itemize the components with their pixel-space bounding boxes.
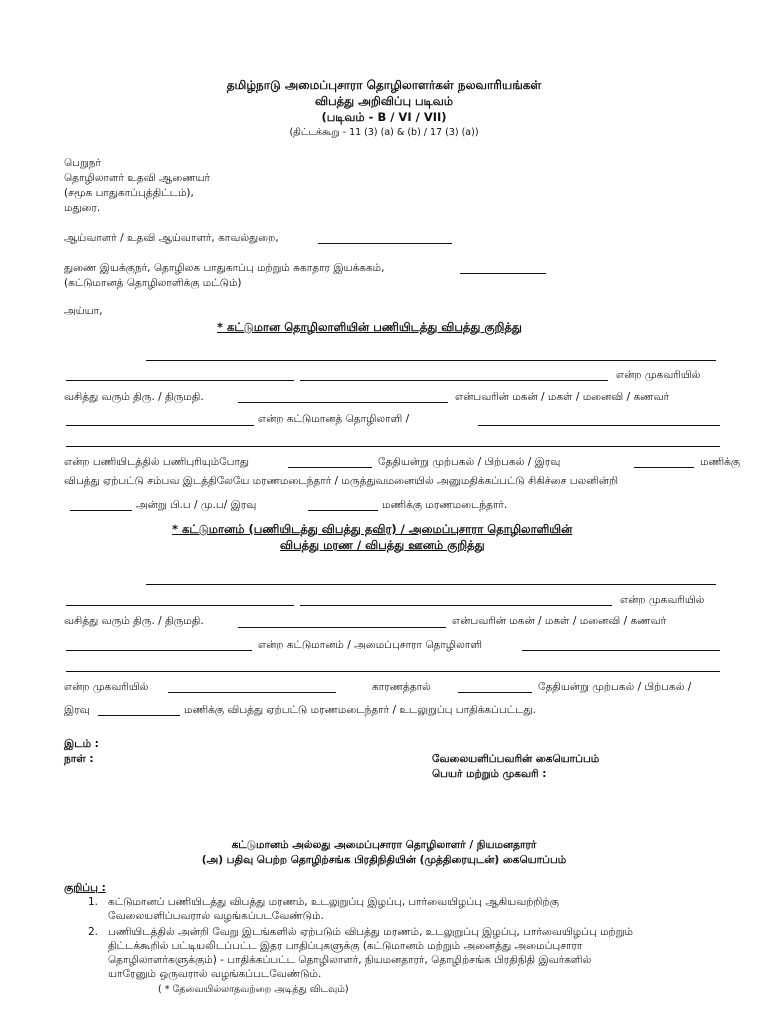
s2-night-label: இரவு — [64, 704, 90, 716]
form-code: (படிவம் - B / VI / VII) — [321, 110, 447, 124]
addressee-designation: தொழிலாளர் உதவி ஆணையர் — [64, 172, 211, 184]
s1-death-label: மணிக்கு மரணமடைந்தார். — [382, 499, 508, 511]
employer-name-address-label: பெயர் மற்றும் முகவரி : — [432, 768, 547, 780]
note1-line1: கட்டுமானப் பணியிடத்து விபத்து மரணம், உடலுறுப்பு இழப்பு, பார்வையிழப்பு ஆகியவற்றிற்கு — [108, 896, 559, 908]
s1-workplace-line[interactable] — [146, 360, 716, 361]
s1-resident-label: வசித்து வரும் திரு. / திருமதி. — [64, 391, 204, 403]
s2-worker-name-field[interactable] — [66, 650, 252, 651]
s1-hour-field[interactable] — [634, 467, 694, 468]
s1-death-date-field[interactable] — [70, 510, 132, 511]
s2-address-line-a[interactable] — [66, 605, 294, 606]
s1-death-hour-field[interactable] — [308, 510, 378, 511]
section1-heading: * கட்டுமான தொழிலாளியின் பணியிடத்து விபத்து குறித்து — [217, 320, 522, 334]
s2-address-line-b[interactable] — [300, 605, 612, 606]
s2-worker-type-label: என்ற கட்டுமானம் / அமைப்புசாரா தொழிலாளி — [258, 639, 482, 651]
s2-relation-label: என்பவரின் மகன் / மகள் / மனைவி / கணவர் — [452, 615, 667, 627]
s1-death-time-label: அன்று பி.ப / மு.ப/ இரவு — [136, 499, 257, 511]
s2-time-of-day-label: தேதியன்று முற்பகல் / பிற்பகல் / — [538, 681, 692, 693]
salutation: அய்யா, — [64, 305, 103, 317]
union-signature-label: (அ) பதிவு பெற்ற தொழிற்சங்க பிரதிநிதியின் (முத்திரையுடன்) கையொப்பம் — [201, 854, 567, 866]
police-inspector-label: ஆய்வாளர் / உதவி ஆய்வாளர், காவல்துறை, — [64, 232, 279, 244]
note2-line3: தொழிலாளர்களுக்கும்) - பாதிக்கப்பட்ட தொழிலாளர், நியமனதாரர், தொழிற்சங்க பிரதிநிதி இவர்களில் — [108, 954, 592, 966]
s1-worker-line-end[interactable] — [478, 425, 720, 426]
note2-line4: யாரேனும் ஒருவரால் வழங்கப்படவேண்டும். — [108, 968, 322, 980]
s2-outcome-text: மணிக்கு விபத்து ஏற்பட்டு மரணமடைந்தார் / உடலுறுப்பு பாதிக்கப்பட்டது. — [184, 704, 536, 716]
s2-address-label-2: என்ற முகவரியில் — [64, 681, 149, 693]
place-label: இடம் : — [64, 738, 99, 750]
worker-signature-label: கட்டுமானம் அல்லது அமைப்புசாரா தொழிலாளர் / நியமனதாரர் — [231, 839, 537, 851]
s1-address-line-b[interactable] — [300, 380, 608, 381]
s1-relative-name-field[interactable] — [238, 402, 448, 403]
industrial-safety-label: துணை இயக்குநர், தொழிலக பாதுகாப்பு மற்றும் சுகாதார இயக்ககம், — [64, 262, 385, 274]
s1-extra-line[interactable] — [66, 446, 720, 447]
note2-line1: பணியிடத்தில் அன்றி வேறு இடங்களில் ஏற்படும் விபத்து மரணம், உடலுறுப்பு இழப்பு, பார்வையிழப்பு மற்றும் — [108, 926, 633, 938]
s1-outcome-text: விபத்து ஏற்பட்டு சம்பவ இடத்திலேயே மரணமடைந்தார் / மருத்துவமனையில் அனுமதிக்கப்பட்டு சிகிச்சை பலனின்றி — [64, 475, 619, 487]
s1-relation-label: என்பவரின் மகன் / மகள் / மனைவி / கணவர் — [455, 391, 670, 403]
s1-hour-label: மணிக்கு — [700, 456, 741, 468]
strike-out-note: ( * தேவையில்லாதவற்றை அடித்து விடவும்) — [158, 984, 349, 995]
police-station-field[interactable] — [318, 243, 452, 244]
s1-worker-name-field[interactable] — [66, 425, 254, 426]
notes-heading: குறிப்பு : — [64, 882, 106, 894]
addressee-label: பெறுநர் — [64, 157, 101, 169]
s1-worker-type-label: என்ற கட்டுமானத் தொழிலாளி / — [258, 413, 410, 425]
form-title: தமிழ்நாடு அமைப்புசாரா தொழிலாளர்கள் நலவாரியங்கள் — [226, 78, 542, 92]
addressee-city: மதுரை. — [64, 202, 101, 214]
s2-date-field[interactable] — [458, 692, 532, 693]
s2-first-line[interactable] — [146, 584, 716, 585]
form-subtitle: விபத்து அறிவிப்பு படிவம் — [315, 94, 453, 108]
addressee-department: (சமூக பாதுகாப்புத்திட்டம்), — [64, 187, 194, 199]
section2-subheading: விபத்து மரண / விபத்து ஊனம் குறித்து — [280, 538, 485, 552]
scheme-clause: (திட்டக்கூறு - 11 (3) (a) & (b) / 17 (3) (a)) — [289, 127, 479, 138]
date-label: நாள் : — [64, 753, 94, 765]
note1-number: 1. — [88, 896, 99, 908]
note2-number: 2. — [88, 926, 99, 938]
note1-line2: வேலையளிப்பவரால் வழங்கப்படவேண்டும். — [108, 910, 324, 922]
s2-address-label: என்ற முகவரியில் — [620, 594, 705, 606]
section2-heading: * கட்டுமானம் (பணியிடத்து விபத்து தவிர) / அமைப்புசாரா தொழிலாளியின் — [172, 522, 573, 536]
note2-line2: திட்டக்கூறில் பட்டியலிடப்பட்ட இதர பாதிப்புகளுக்கு (கட்டுமானம் மற்றும் அனைத்து அமைப்புசாரா — [108, 940, 583, 952]
s1-workplace-label: என்ற பணியிடத்தில் பணிபுரியும்போது — [64, 456, 250, 468]
employer-signature-label: வேலையளிப்பவரின் கையொப்பம் — [432, 753, 600, 765]
s2-location-field[interactable] — [168, 692, 336, 693]
construction-only-note: (கட்டுமானத் தொழிலாளிக்கு மட்டும்) — [64, 277, 242, 289]
s2-cause-label: காரணத்தால் — [372, 681, 431, 693]
s1-address-line-a[interactable] — [66, 380, 294, 381]
s2-resident-label: வசித்து வரும் திரு. / திருமதி. — [64, 615, 204, 627]
s1-address-label: என்ற முகவரியில் — [616, 369, 701, 381]
s2-hour-field[interactable] — [98, 715, 180, 716]
s1-time-of-day-label: தேதியன்று முற்பகல் / பிற்பகல் / இரவு — [378, 456, 561, 468]
industrial-safety-field[interactable] — [460, 273, 546, 274]
s1-date-field[interactable] — [288, 467, 372, 468]
s2-relative-name-field[interactable] — [238, 627, 446, 628]
s2-worker-line-end[interactable] — [522, 650, 720, 651]
s2-extra-line[interactable] — [66, 671, 720, 672]
